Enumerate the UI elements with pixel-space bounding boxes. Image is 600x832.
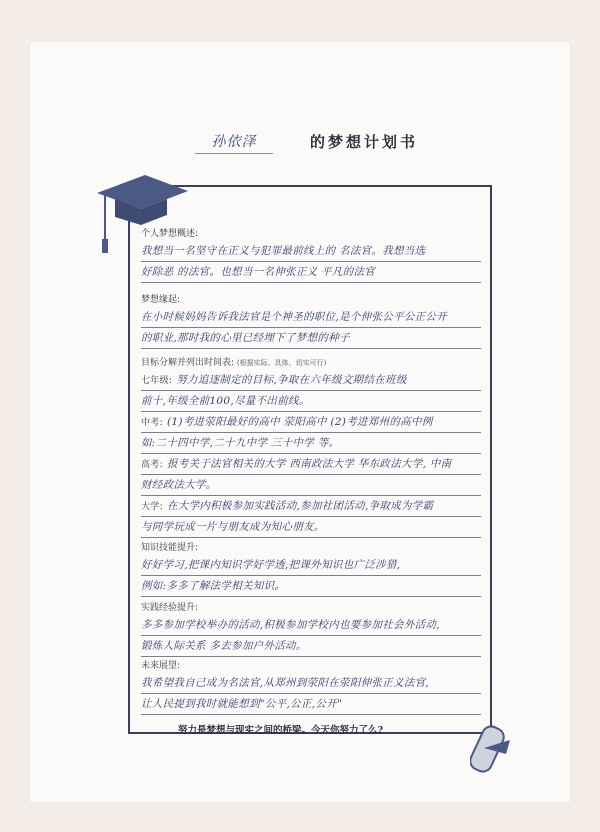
practice-section [141, 600, 481, 657]
overview-line-1: 我想当一名坚守在正义与犯罪最前线上的 名法官。我想当选 [141, 241, 481, 262]
goals-label-text: 目标分解并列出时间表: [141, 358, 235, 368]
college-line-2: 财经政法大学。 [141, 475, 481, 496]
diploma-scroll-icon [470, 718, 518, 778]
practice-line-1: 多多参加学校举办的活动,积极参加学校内也要参加社会外活动, [141, 615, 481, 636]
author-name: 孙依泽 [195, 131, 273, 154]
grade7-line-1 [141, 370, 481, 391]
grade7-text-1: 努力追逐制定的目标,争取在六年级文期结在班级 [176, 374, 407, 386]
practice-label: 实践经验提升: [141, 603, 199, 613]
college-line-1 [141, 454, 481, 475]
university-text-1: 在大学内积极参加实践活动,参加社团活动,争取成为学霸 [166, 500, 434, 512]
page-title: 的梦想计划书 [310, 133, 419, 151]
title-row [195, 131, 475, 161]
origin-line-2: 的职业,那时我的心里已经埋下了梦想的种子 [141, 328, 481, 349]
middle-label: 中考: [141, 418, 163, 428]
origin-label: 梦想缘起: [141, 295, 181, 305]
origin-line-1: 在小时候妈妈告诉我法官是个神圣的职位,是个伸张公平公正公开 [141, 307, 481, 328]
goals-hint: (根据实际、具体、切实可行) [236, 359, 327, 367]
grade7-label: 七年级: [141, 376, 173, 386]
college-label: 高考: [141, 460, 163, 470]
goals-label [141, 355, 481, 368]
university-label: 大学: [141, 502, 163, 512]
university-line-2: 与同学玩成一片与朋友成为知心朋友。 [141, 517, 481, 538]
future-section [141, 658, 481, 715]
goals-section [141, 355, 481, 538]
overview-section [141, 226, 481, 283]
footer-motto: 努力是梦想与现实之间的桥梁。今天你努力了么? [178, 725, 384, 736]
university-line-1 [141, 496, 481, 517]
future-line-2: 让人民提到我时就能想到"公平,公正,公开" [141, 694, 481, 715]
overview-label: 个人梦想概述: [141, 229, 199, 239]
skills-label: 知识技能提升: [141, 543, 199, 553]
future-line-1: 我希望我自己成为名法官,从郑州到荥阳在荥阳伸张正义法官, [141, 673, 481, 694]
grade7-line-2: 前十,年级全前100,尽量不出前线。 [141, 391, 481, 412]
middle-line-1 [141, 412, 481, 433]
skills-section [141, 540, 481, 597]
middle-line-2: 如:二十四中学,二十九中学 三十中学 等。 [141, 433, 481, 454]
origin-section [141, 292, 481, 349]
skills-line-1: 好好学习,把课内知识学好学透,把课外知识也广泛涉猎, [141, 555, 481, 576]
college-text-1: 报考关于法官相关的大学 西南政法大学 华东政法大学, 中南 [166, 458, 452, 470]
skills-line-2: 例如:多多了解法学相关知识。 [141, 576, 481, 597]
practice-line-2: 锻炼人际关系 多去参加户外活动。 [141, 636, 481, 657]
future-label: 未来展望: [141, 661, 181, 671]
middle-text-1: (1)考进荥阳最好的高中 荥阳高中 (2)考进郑州的高中例 [166, 416, 433, 428]
overview-line-2: 好除恶 的法官。也想当一名伸张正义 平凡的法官 [141, 262, 481, 283]
